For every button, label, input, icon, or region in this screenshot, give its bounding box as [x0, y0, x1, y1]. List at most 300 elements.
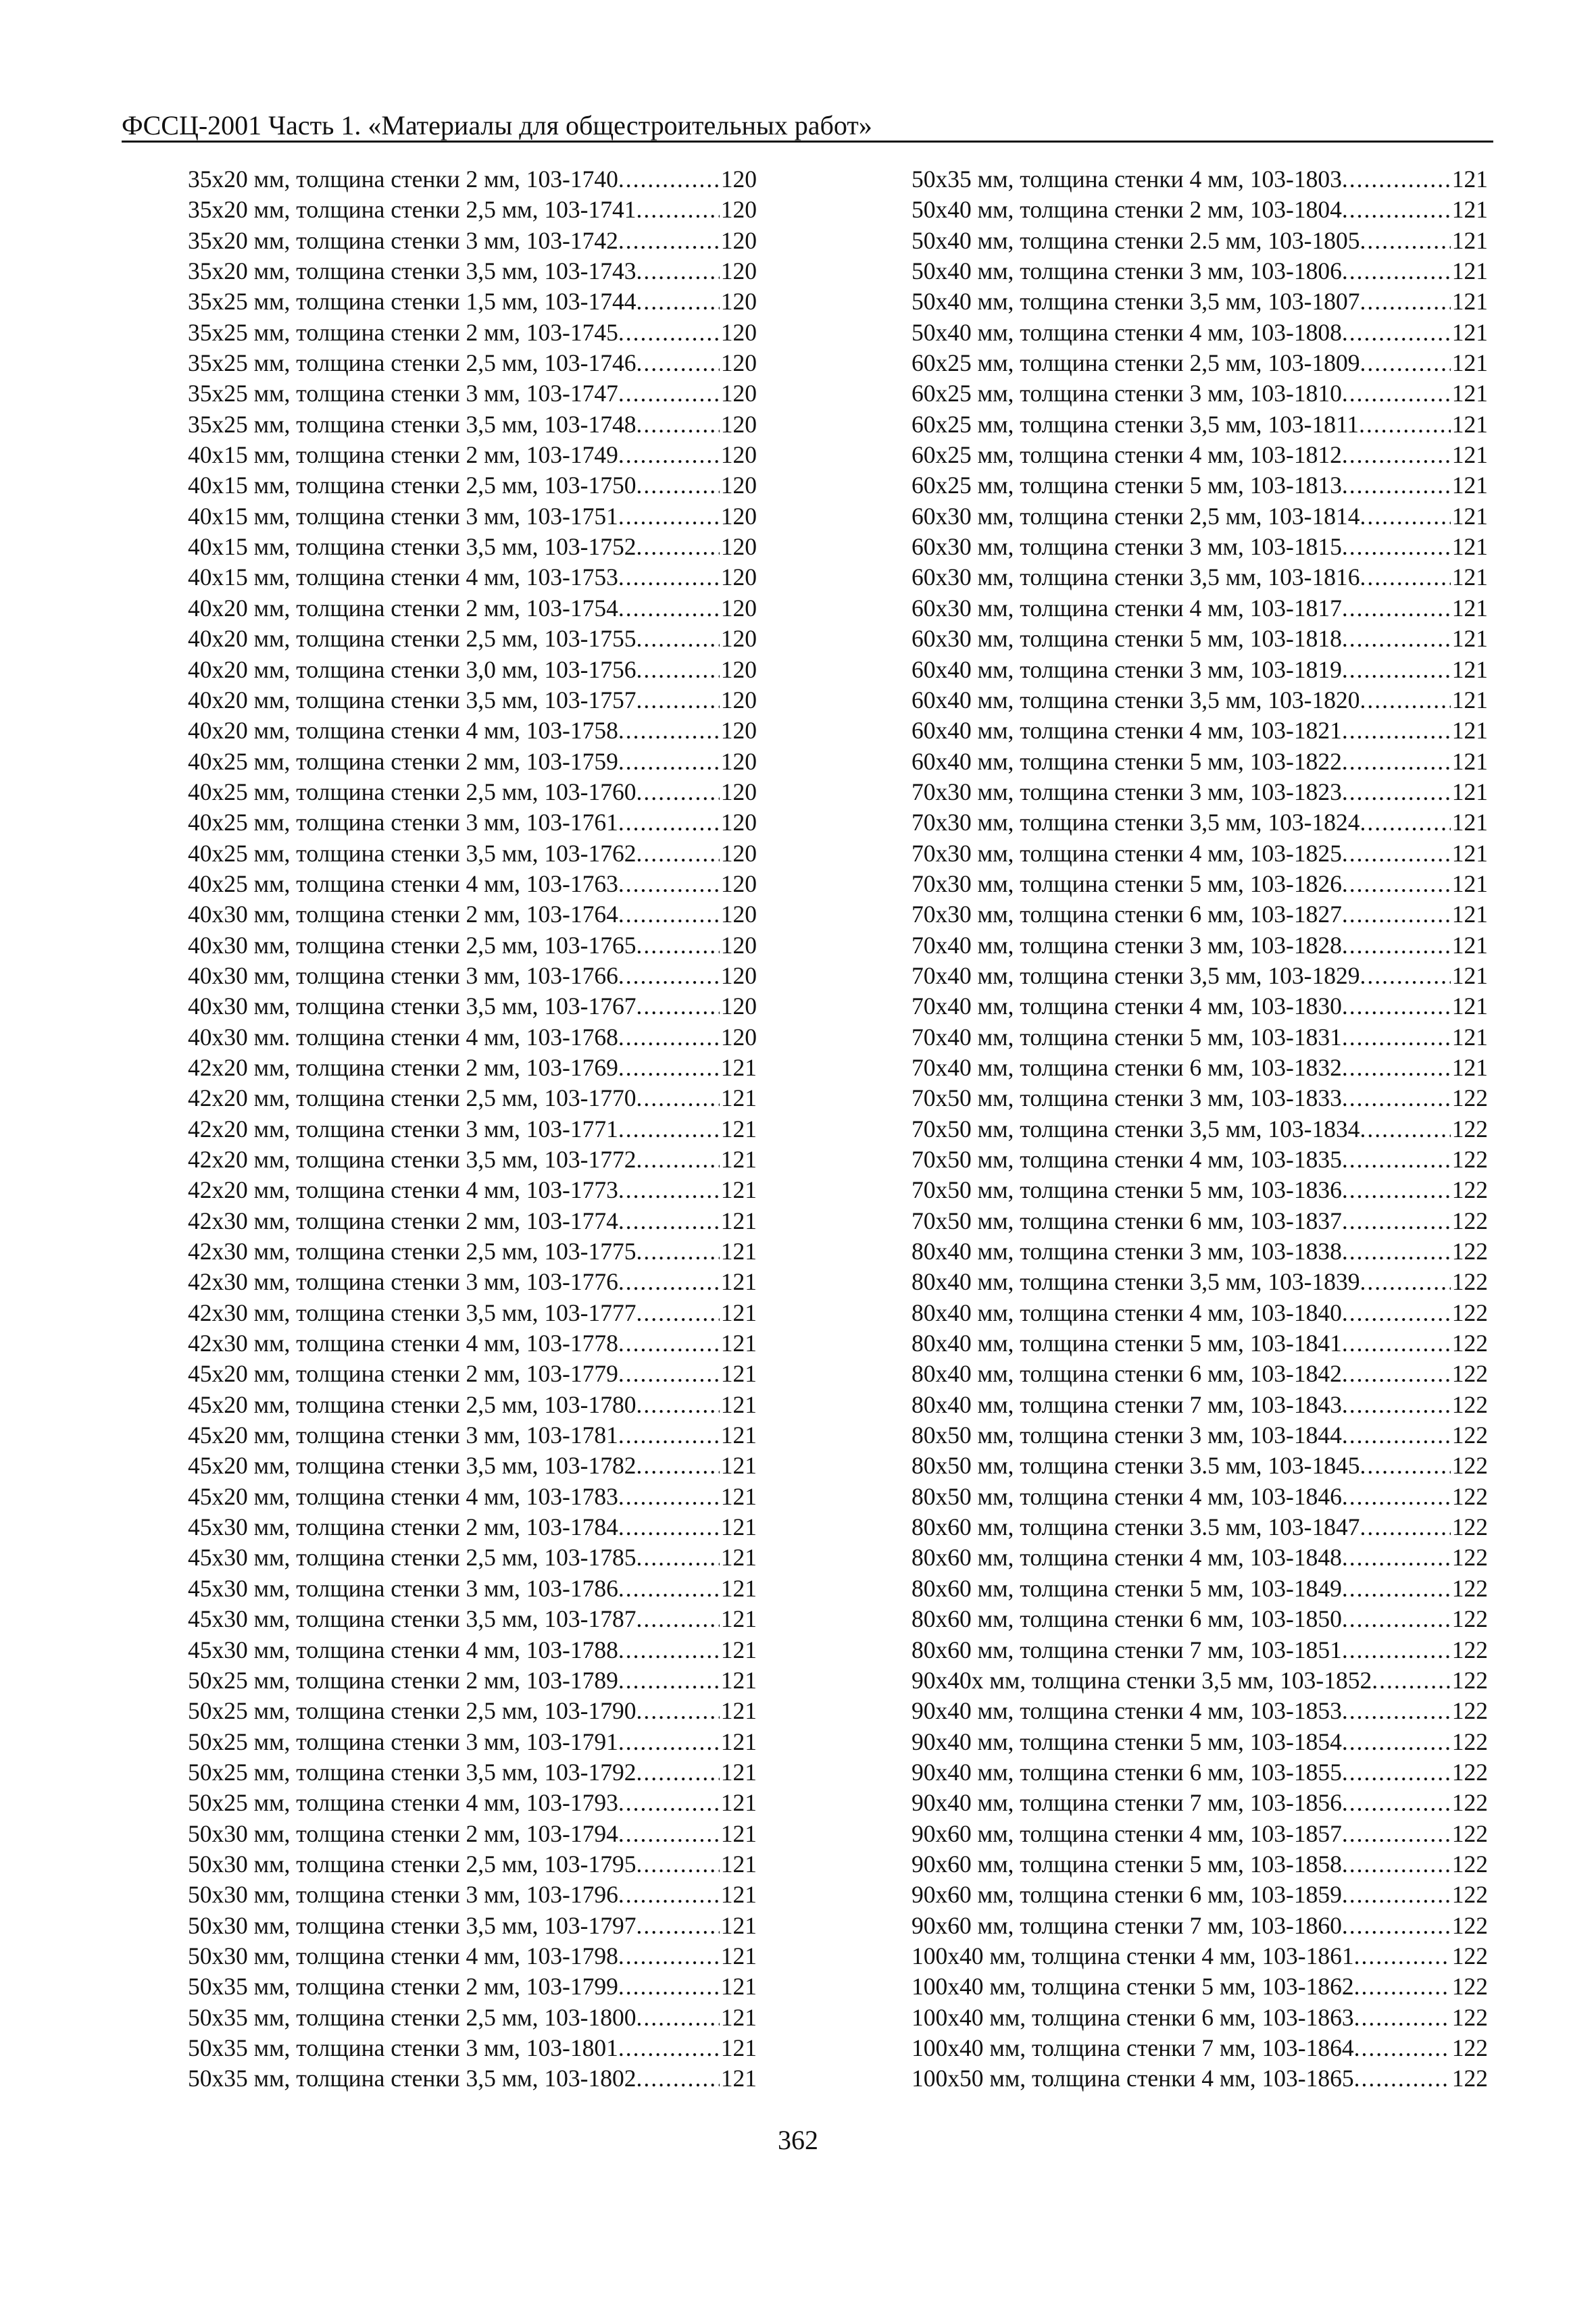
entry-page-number: 121: [1451, 441, 1488, 469]
entry-page-number: 121: [1451, 349, 1488, 377]
entry-description: 45x30 мм, толщина стенки 2,5 мм, 103-1785: [188, 1544, 637, 1571]
dot-leader: [1342, 1390, 1451, 1420]
entry-description: 70x50 мм, толщина стенки 3 мм, 103-1833: [912, 1084, 1342, 1112]
entry-page-number: 121: [720, 2003, 757, 2031]
entry-page-number: 122: [1451, 1268, 1488, 1296]
dot-leader: [1342, 777, 1451, 807]
entry-description: 80x40 мм, толщина стенки 4 мм, 103-1840: [912, 1299, 1342, 1326]
entry-description: 100x40 мм, толщина стенки 6 мм, 103-1863: [912, 2003, 1354, 2031]
index-entry: [188, 1542, 757, 1573]
entry-page-number: 121: [720, 2034, 757, 2061]
entry-page-number: 120: [720, 839, 757, 867]
entry-page-number: 120: [720, 778, 757, 805]
dot-leader: [618, 2033, 720, 2063]
index-entry: [188, 1359, 757, 1389]
entry-description: 70x40 мм, толщина стенки 4 мм, 103-1830: [912, 992, 1342, 1020]
entry-page-number: 122: [1451, 1176, 1488, 1204]
entry-description: 35x20 мм, толщина стенки 2 мм, 103-1740: [188, 166, 618, 193]
entry-description: 35x25 мм, толщина стенки 2,5 мм, 103-1746: [188, 349, 637, 377]
entry-page-number: 120: [720, 961, 757, 989]
dot-leader: [1342, 991, 1451, 1022]
index-entry: [188, 807, 757, 838]
dot-leader: [1342, 1880, 1451, 1910]
index-entry: [188, 2063, 757, 2094]
entry-page-number: 121: [1451, 257, 1488, 285]
entry-description: 60x40 мм, толщина стенки 4 мм, 103-1821: [912, 717, 1342, 745]
entry-description: 35x25 мм, толщина стенки 3 мм, 103-1747: [188, 380, 618, 407]
dot-leader: [636, 2063, 719, 2094]
entry-description: 35x25 мм, толщина стенки 3,5 мм, 103-1748: [188, 410, 637, 438]
index-entry: [912, 747, 1488, 777]
dot-leader: [618, 1267, 720, 1297]
entry-page-number: 122: [1451, 1911, 1488, 1939]
entry-page-number: 121: [720, 1973, 757, 2001]
entry-description: 40x30 мм, толщина стенки 3 мм, 103-1766: [188, 961, 618, 989]
entry-page-number: 120: [720, 288, 757, 316]
entry-page-number: 121: [720, 1482, 757, 1510]
index-entry: [912, 1328, 1488, 1359]
entry-description: 70x40 мм, толщина стенки 6 мм, 103-1832: [912, 1053, 1342, 1081]
entry-description: 100x50 мм, толщина стенки 4 мм, 103-1865: [912, 2065, 1354, 2092]
entry-description: 40x30 мм, толщина стенки 3,5 мм, 103-1767: [188, 992, 637, 1020]
index-entry: [912, 440, 1488, 470]
entry-description: 40x30 мм, толщина стенки 2,5 мм, 103-1765: [188, 931, 637, 959]
entry-page-number: 122: [1451, 1207, 1488, 1234]
index-entry: [912, 1298, 1488, 1328]
index-entry: [188, 991, 757, 1022]
dot-leader: [1360, 348, 1450, 378]
entry-page-number: 121: [720, 1390, 757, 1418]
entry-description: 50x25 мм, толщина стенки 2 мм, 103-1789: [188, 1666, 618, 1694]
entry-description: 60x30 мм, толщина стенки 3 мм, 103-1815: [912, 533, 1342, 561]
index-entry: [912, 1420, 1488, 1451]
entry-description: 80x60 мм, толщина стенки 4 мм, 103-1848: [912, 1544, 1342, 1571]
index-entry: [912, 1727, 1488, 1757]
page-number: 362: [778, 2125, 818, 2155]
entry-description: 40x20 мм, толщина стенки 3,0 мм, 103-1756: [188, 655, 637, 683]
entry-description: 45x20 мм, толщина стенки 3 мм, 103-1781: [188, 1422, 618, 1449]
dot-leader: [618, 1053, 720, 1083]
index-entry: [188, 1267, 757, 1297]
entry-page-number: 122: [1451, 1942, 1488, 1969]
entry-page-number: 120: [720, 318, 757, 346]
index-entry: [188, 1390, 757, 1420]
dot-leader: [1342, 1236, 1451, 1267]
dot-leader: [1342, 1727, 1451, 1757]
entry-page-number: 122: [1451, 1605, 1488, 1633]
dot-leader: [1360, 961, 1450, 991]
entry-page-number: 121: [1451, 655, 1488, 683]
index-entry: [188, 1175, 757, 1205]
entry-description: 42x30 мм, толщина стенки 2,5 мм, 103-1775: [188, 1238, 637, 1265]
dot-leader: [636, 532, 719, 562]
entry-description: 42x30 мм, толщина стенки 2 мм, 103-1774: [188, 1207, 618, 1234]
entry-description: 50x30 мм, толщина стенки 4 мм, 103-1798: [188, 1942, 618, 1969]
entry-page-number: 122: [1451, 1728, 1488, 1755]
entry-page-number: 121: [1451, 931, 1488, 959]
entry-description: 90x60 мм, толщина стенки 7 мм, 103-1860: [912, 1911, 1342, 1939]
index-entry: [912, 930, 1488, 961]
index-entry: [188, 777, 757, 807]
entry-description: 50x40 мм, толщина стенки 3,5 мм, 103-1807: [912, 288, 1360, 316]
entry-description: 80x50 мм, толщина стенки 4 мм, 103-1846: [912, 1482, 1342, 1510]
entry-description: 90x40 мм, толщина стенки 5 мм, 103-1854: [912, 1728, 1342, 1755]
dot-leader: [618, 899, 720, 930]
index-entry: [188, 1298, 757, 1328]
index-entry: [912, 256, 1488, 286]
entry-page-number: 120: [720, 992, 757, 1020]
entry-page-number: 120: [720, 931, 757, 959]
entry-page-number: 121: [720, 1789, 757, 1817]
entry-description: 80x40 мм, толщина стенки 3 мм, 103-1838: [912, 1238, 1342, 1265]
entry-description: 70x30 мм, толщина стенки 3 мм, 103-1823: [912, 778, 1342, 805]
entry-description: 45x30 мм, толщина стенки 2 мм, 103-1784: [188, 1513, 618, 1541]
entry-description: 70x30 мм, толщина стенки 4 мм, 103-1825: [912, 839, 1342, 867]
index-entry: [188, 1451, 757, 1481]
index-entry: [188, 501, 757, 532]
dot-leader: [618, 1727, 720, 1757]
entry-page-number: 121: [720, 1911, 757, 1939]
index-entry: [912, 501, 1488, 532]
dot-leader: [618, 807, 720, 838]
entry-description: 60x40 мм, толщина стенки 3,5 мм, 103-1820: [912, 686, 1360, 713]
dot-leader: [1342, 1849, 1451, 1880]
entry-description: 42x20 мм, толщина стенки 2 мм, 103-1769: [188, 1053, 618, 1081]
dot-leader: [636, 930, 719, 961]
entry-description: 40x25 мм, толщина стенки 3 мм, 103-1761: [188, 809, 618, 836]
index-entry: [912, 807, 1488, 838]
dot-leader: [636, 685, 719, 715]
entry-description: 40x25 мм, толщина стенки 2,5 мм, 103-1760: [188, 778, 637, 805]
entry-description: 80x50 мм, толщина стенки 3.5 мм, 103-1845: [912, 1452, 1360, 1480]
dot-leader: [1342, 1788, 1451, 1818]
dot-leader: [618, 593, 720, 624]
entry-page-number: 121: [720, 1697, 757, 1725]
entry-page-number: 121: [1451, 961, 1488, 989]
entry-page-number: 120: [720, 257, 757, 285]
index-entry: [188, 1849, 757, 1880]
entry-page-number: 122: [1451, 1819, 1488, 1847]
entry-description: 80x60 мм, толщина стенки 7 мм, 103-1851: [912, 1636, 1342, 1663]
entry-page-number: 122: [1451, 2003, 1488, 2031]
entry-page-number: 120: [720, 226, 757, 254]
dot-leader: [1342, 930, 1451, 961]
entry-page-number: 122: [1451, 1544, 1488, 1571]
entry-page-number: 120: [720, 625, 757, 653]
entry-description: 60x25 мм, толщина стенки 3,5 мм, 103-1811: [912, 410, 1360, 438]
entry-page-number: 121: [720, 1360, 757, 1388]
dot-leader: [636, 1604, 719, 1634]
index-entry: [188, 1635, 757, 1665]
entry-page-number: 120: [720, 349, 757, 377]
index-entry: [912, 1053, 1488, 1083]
entry-page-number: 120: [720, 809, 757, 836]
index-entry: [188, 1696, 757, 1726]
entry-page-number: 122: [1451, 1360, 1488, 1388]
dot-leader: [1342, 1359, 1451, 1389]
dot-leader: [1360, 1267, 1450, 1297]
entry-page-number: 121: [720, 1299, 757, 1326]
index-entry: [188, 1083, 757, 1113]
index-entry: [912, 655, 1488, 685]
entry-page-number: 122: [1451, 1146, 1488, 1173]
index-entry: [188, 348, 757, 378]
entry-page-number: 121: [720, 1544, 757, 1571]
dot-leader: [1342, 1175, 1451, 1205]
dot-leader: [636, 195, 719, 225]
dot-leader: [618, 562, 720, 593]
index-entry: [912, 1022, 1488, 1053]
dot-leader: [1342, 1635, 1451, 1665]
entry-page-number: 121: [720, 1636, 757, 1663]
dot-leader: [636, 1911, 719, 1941]
page-header-title: ФССЦ-2001 Часть 1. «Материалы для общестроительных работ»: [122, 110, 872, 141]
entry-page-number: 121: [720, 1422, 757, 1449]
dot-leader: [1342, 1206, 1451, 1236]
entry-page-number: 121: [1451, 747, 1488, 775]
dot-leader: [618, 1880, 720, 1910]
entry-description: 50x25 мм, толщина стенки 3,5 мм, 103-1792: [188, 1758, 637, 1786]
entry-description: 50x35 мм, толщина стенки 2 мм, 103-1799: [188, 1973, 618, 2001]
index-entry: [188, 440, 757, 470]
entry-description: 45x30 мм, толщина стенки 3,5 мм, 103-1787: [188, 1605, 637, 1633]
entry-description: 35x25 мм, толщина стенки 2 мм, 103-1745: [188, 318, 618, 346]
index-entry: [912, 164, 1488, 195]
dot-leader: [636, 1390, 719, 1420]
entry-page-number: 121: [720, 1452, 757, 1480]
dot-leader: [1342, 440, 1451, 470]
dot-leader: [1342, 655, 1451, 685]
dot-leader: [1342, 899, 1451, 930]
dot-leader: [1354, 1941, 1451, 1971]
entry-description: 100x40 мм, толщина стенки 7 мм, 103-1864: [912, 2034, 1354, 2061]
entry-page-number: 121: [1451, 992, 1488, 1020]
entry-page-number: 121: [720, 1881, 757, 1909]
dot-leader: [618, 961, 720, 991]
entry-page-number: 121: [1451, 594, 1488, 622]
entry-description: 100x40 мм, толщина стенки 4 мм, 103-1861: [912, 1942, 1354, 1969]
entry-description: 70x50 мм, толщина стенки 5 мм, 103-1836: [912, 1176, 1342, 1204]
dot-leader: [1354, 2063, 1451, 2094]
entry-page-number: 122: [1451, 1574, 1488, 1602]
index-entry: [912, 378, 1488, 409]
dot-leader: [1342, 1298, 1451, 1328]
entry-description: 60x25 мм, толщина стенки 4 мм, 103-1812: [912, 441, 1342, 469]
entry-description: 45x20 мм, толщина стенки 2 мм, 103-1779: [188, 1360, 618, 1388]
entry-description: 50x25 мм, толщина стенки 3 мм, 103-1791: [188, 1728, 618, 1755]
dot-leader: [618, 1022, 720, 1053]
dot-leader: [636, 991, 719, 1022]
entry-page-number: 121: [1451, 839, 1488, 867]
dot-leader: [618, 501, 720, 532]
index-entry: [912, 1390, 1488, 1420]
dot-leader: [1359, 409, 1451, 440]
index-entry: [188, 2033, 757, 2063]
dot-leader: [636, 470, 719, 501]
entry-page-number: 122: [1451, 1881, 1488, 1909]
entry-description: 70x30 мм, толщина стенки 5 мм, 103-1826: [912, 870, 1342, 897]
entry-description: 80x40 мм, толщина стенки 3,5 мм, 103-1839: [912, 1268, 1360, 1296]
index-entry: [188, 624, 757, 654]
entry-description: 40x30 мм. толщина стенки 4 мм, 103-1768: [188, 1023, 618, 1051]
index-entry: [912, 1145, 1488, 1175]
index-entry: [188, 378, 757, 409]
entry-description: 35x25 мм, толщина стенки 1,5 мм, 103-1744: [188, 288, 637, 316]
entry-page-number: 121: [1451, 1023, 1488, 1051]
entry-description: 50x30 мм, толщина стенки 3 мм, 103-1796: [188, 1881, 618, 1909]
dot-leader: [1342, 1482, 1451, 1512]
index-entry: [912, 1175, 1488, 1205]
entry-description: 70x30 мм, толщина стенки 3,5 мм, 103-1824: [912, 809, 1360, 836]
entry-page-number: 122: [1451, 1697, 1488, 1725]
index-entry: [188, 1114, 757, 1145]
entry-page-number: 121: [720, 1513, 757, 1541]
entry-description: 42x30 мм, толщина стенки 3,5 мм, 103-1777: [188, 1299, 637, 1326]
dot-leader: [636, 286, 719, 317]
index-entry: [912, 286, 1488, 317]
entry-page-number: 122: [1451, 1850, 1488, 1878]
entry-description: 45x20 мм, толщина стенки 4 мм, 103-1783: [188, 1482, 618, 1510]
entry-description: 50x35 мм, толщина стенки 4 мм, 103-1803: [912, 166, 1342, 193]
entry-description: 40x25 мм, толщина стенки 3,5 мм, 103-1762: [188, 839, 637, 867]
dot-leader: [618, 318, 720, 348]
entry-description: 80x40 мм, толщина стенки 5 мм, 103-1841: [912, 1330, 1342, 1357]
dot-leader: [636, 1298, 719, 1328]
entry-page-number: 122: [1451, 1084, 1488, 1112]
index-entry: [912, 869, 1488, 899]
dot-leader: [1360, 807, 1450, 838]
dot-leader: [1354, 2003, 1451, 2033]
index-entry: [188, 1022, 757, 1053]
dot-leader: [618, 1819, 720, 1849]
dot-leader: [636, 1542, 719, 1573]
index-entry: [912, 318, 1488, 348]
dot-leader: [636, 348, 719, 378]
dot-leader: [1342, 1696, 1451, 1726]
index-entry: [188, 286, 757, 317]
entry-description: 60x30 мм, толщина стенки 3,5 мм, 103-1816: [912, 563, 1360, 591]
entry-description: 42x20 мм, толщина стенки 2,5 мм, 103-1770: [188, 1084, 637, 1112]
index-entry: [188, 961, 757, 991]
dot-leader: [618, 1482, 720, 1512]
dot-leader: [636, 1145, 719, 1175]
entry-description: 50x40 мм, толщина стенки 4 мм, 103-1808: [912, 318, 1342, 346]
entry-description: 42x20 мм, толщина стенки 3 мм, 103-1771: [188, 1115, 618, 1142]
entry-description: 50x35 мм, толщина стенки 2,5 мм, 103-1800: [188, 2003, 637, 2031]
index-entry: [188, 1145, 757, 1175]
index-entry: [188, 256, 757, 286]
entry-page-number: 121: [1451, 166, 1488, 193]
entry-page-number: 122: [1451, 1422, 1488, 1449]
index-entry: [188, 1206, 757, 1236]
entry-description: 70x30 мм, толщина стенки 6 мм, 103-1827: [912, 901, 1342, 928]
index-entry: [912, 1574, 1488, 1604]
index-entry: [912, 593, 1488, 624]
dot-leader: [618, 1175, 720, 1205]
entry-page-number: 121: [1451, 717, 1488, 745]
entry-page-number: 122: [1451, 1636, 1488, 1663]
entry-description: 42x30 мм, толщина стенки 3 мм, 103-1776: [188, 1268, 618, 1296]
index-entry: [188, 1880, 757, 1910]
entry-page-number: 120: [720, 410, 757, 438]
entry-page-number: 122: [1451, 1482, 1488, 1510]
entry-page-number: 121: [720, 1605, 757, 1633]
dot-leader: [636, 256, 719, 286]
dot-leader: [636, 1757, 719, 1788]
entry-page-number: 121: [1451, 502, 1488, 530]
index-entry: [912, 1941, 1488, 1971]
index-entry: [188, 593, 757, 624]
entry-page-number: 120: [720, 747, 757, 775]
entry-description: 40x15 мм, толщина стенки 2 мм, 103-1749: [188, 441, 618, 469]
index-entry: [912, 1206, 1488, 1236]
entry-page-number: 121: [1451, 901, 1488, 928]
entry-description: 40x20 мм, толщина стенки 2 мм, 103-1754: [188, 594, 618, 622]
entry-page-number: 121: [1451, 410, 1488, 438]
entry-page-number: 121: [720, 1942, 757, 1969]
dot-leader: [636, 655, 719, 685]
dot-leader: [618, 164, 720, 195]
entry-page-number: 120: [720, 380, 757, 407]
dot-leader: [618, 1941, 720, 1971]
entry-description: 40x30 мм, толщина стенки 2 мм, 103-1764: [188, 901, 618, 928]
index-entry: [188, 1574, 757, 1604]
entry-page-number: 121: [1451, 778, 1488, 805]
dot-leader: [636, 1083, 719, 1113]
entry-page-number: 120: [720, 502, 757, 530]
index-entry: [912, 1757, 1488, 1788]
entry-description: 40x20 мм, толщина стенки 2,5 мм, 103-1755: [188, 625, 637, 653]
dot-leader: [1354, 2033, 1451, 2063]
index-entry: [912, 409, 1488, 440]
entry-description: 60x30 мм, толщина стенки 4 мм, 103-1817: [912, 594, 1342, 622]
entry-page-number: 121: [720, 1115, 757, 1142]
index-entry: [188, 1512, 757, 1542]
entry-page-number: 121: [1451, 533, 1488, 561]
entry-description: 100x40 мм, толщина стенки 5 мм, 103-1862: [912, 1973, 1354, 2001]
entry-description: 50x30 мм, толщина стенки 3,5 мм, 103-1797: [188, 1911, 637, 1939]
entry-page-number: 120: [720, 901, 757, 928]
entry-description: 50x40 мм, толщина стенки 2.5 мм, 103-1805: [912, 226, 1360, 254]
entry-page-number: 122: [1451, 1973, 1488, 2001]
index-entry: [188, 195, 757, 225]
entry-description: 80x40 мм, толщина стенки 6 мм, 103-1842: [912, 1360, 1342, 1388]
index-entry: [188, 930, 757, 961]
dot-leader: [618, 1512, 720, 1542]
dot-leader: [636, 2003, 719, 2033]
dot-leader: [1342, 1145, 1451, 1175]
entry-page-number: 120: [720, 196, 757, 224]
index-entry: [188, 164, 757, 195]
index-entry: [188, 1482, 757, 1512]
dot-leader: [1360, 286, 1450, 317]
entry-page-number: 121: [720, 1084, 757, 1112]
entry-description: 35x20 мм, толщина стенки 2,5 мм, 103-1741: [188, 196, 637, 224]
entry-description: 60x25 мм, толщина стенки 2,5 мм, 103-1809: [912, 349, 1360, 377]
dot-leader: [1342, 195, 1451, 225]
entry-description: 35x20 мм, толщина стенки 3 мм, 103-1742: [188, 226, 618, 254]
entry-page-number: 122: [1451, 2034, 1488, 2061]
header-divider: [122, 141, 1493, 143]
dot-leader: [1342, 378, 1451, 409]
entry-page-number: 122: [1451, 1299, 1488, 1326]
index-entry: [912, 2033, 1488, 2063]
dot-leader: [1342, 1604, 1451, 1634]
dot-leader: [1342, 1542, 1451, 1573]
entry-page-number: 122: [1451, 1513, 1488, 1541]
dot-leader: [1342, 1420, 1451, 1451]
entry-page-number: 121: [720, 1850, 757, 1878]
